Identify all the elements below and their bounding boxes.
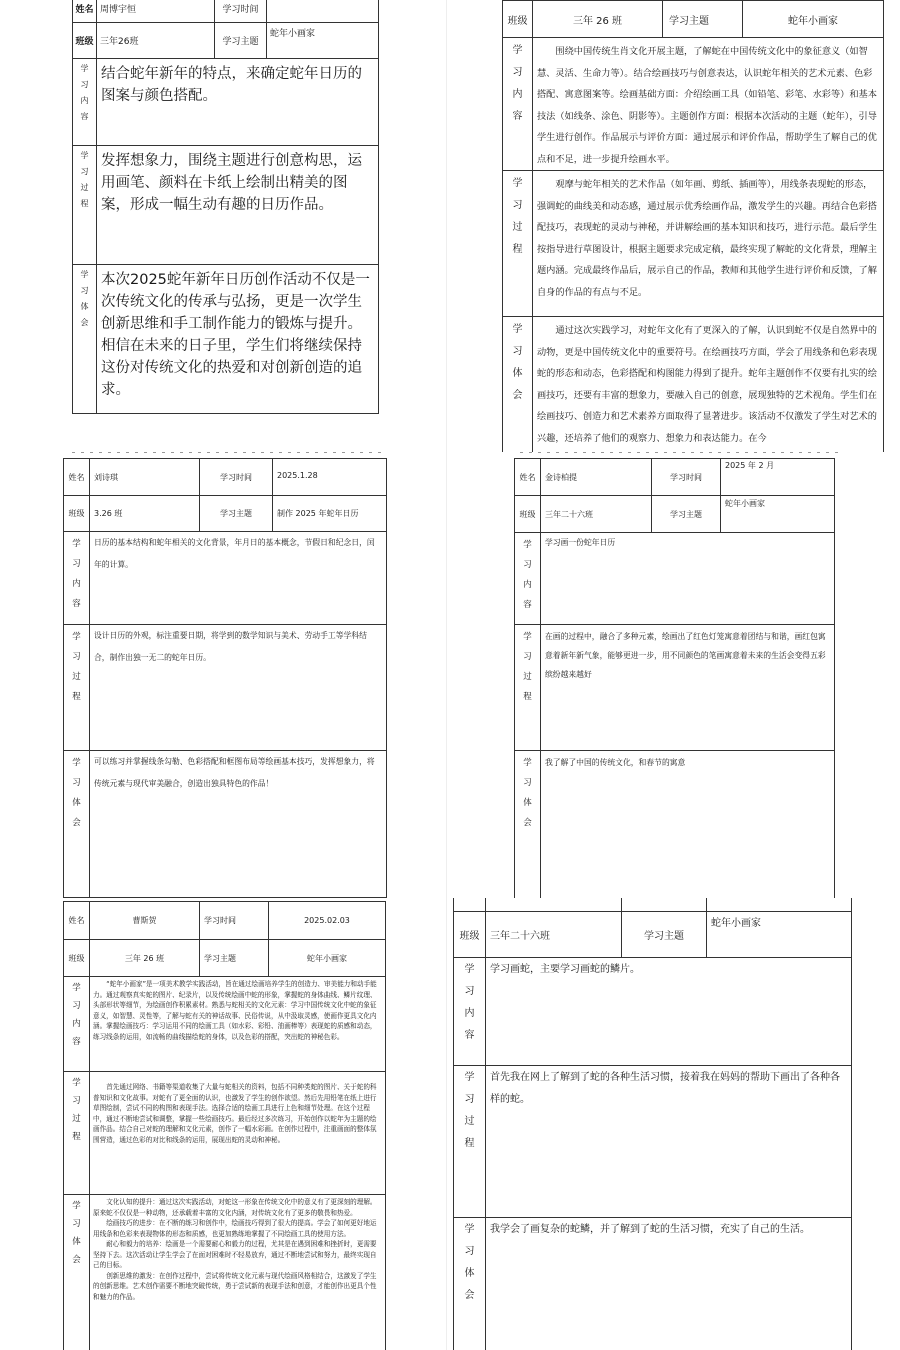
reflection-text: 我了解了中国的传统文化，和春节的寓意 [541, 751, 835, 901]
worksheet-table [502, 0, 884, 452]
theme-label: 学习主题 [663, 1, 743, 38]
class-label: 班级 [503, 1, 533, 38]
process-label: 学 习 过 程 [64, 1072, 90, 1195]
worksheet-panel-3 [0, 456, 445, 898]
content-text: 日历的基本结构和蛇年相关的文化背景，年月日的基本概念，节假日和纪念日，闰年的计算。 [90, 532, 387, 625]
process-text: 观摩与蛇年相关的艺术作品（如年画、剪纸、插画等），用线条表现蛇的形态，强调蛇的曲线美和动态感，通过展示优秀绘画作品，激发学生的兴趣。再结合色彩搭配技巧，表现蛇的灵动与神秘，并讲解绘画的基本知识和技巧，进行示范。最后学生按指导进行草图设计，根据主题要求完成定稿，最终实现了解蛇的文化背景，理解主题内涵。完成最终作品后，展示自己的作品，教师和其他学生进行评价和反馈，了解自身的作品的有点与不足。 [533, 171, 884, 317]
reflection-text: 本次2025蛇年新年日历创作活动不仅是一次传统文化的传承与弘扬，更是一次学生创新思维和手工制作能力的锻炼与提升。相信在未来的日子里，学生们将继续保持这份对传统文化的热爱和对创新创造的追求。 [97, 265, 379, 414]
name-value: 金诗柏提 [541, 459, 652, 496]
class-value: 三年二十六班 [486, 911, 622, 957]
panel-divider [446, 0, 447, 1350]
name-value: 周博宇恒 [97, 0, 215, 23]
process-text: 在画的过程中，融合了多种元素，绘画出了红色灯笼寓意着团结与和谐，画红包寓意着新年新气象，能够更进一步，用不同颜色的笔画寓意着未来的生活会变得五彩缤纷越来越好 [541, 625, 835, 751]
class-value: 三年 26 班 [90, 940, 200, 977]
content-text: 学习画蛇，主要学习画蛇的鳞片。 [486, 957, 852, 1065]
reflection-label: 学 习 体 会 [64, 1195, 90, 1350]
class-label: 班级 [64, 496, 90, 532]
worksheet-panel-6 [450, 898, 900, 1350]
reflection-paragraph: 文化认知的提升：通过这次实践活动，对蛇这一形象在传统文化中的意义有了更深刻的理解。原来蛇不仅仅是一种动物，还承载着丰富的文化内涵，对传统文化有了更多的敬畏和热爱。 [93, 1198, 377, 1217]
theme-value: 制作 2025 年蛇年日历 [273, 496, 387, 532]
reflection-text: 通过这次实践学习，对蛇年文化有了更深入的了解，认识到蛇不仅是自然界中的动物，更是中国传统文化中的重要符号。在绘画技巧方面，学会了用线条和色彩表现蛇的形态和动态，色彩搭配和构图能力得到了提升。蛇年主题创作不仅要有扎实的绘画技巧，还要有丰富的想象力，要融入自己的创意，展现独特的艺术视角。学生们在绘画技巧、创造力和艺术素养方面取得了显著进步。该活动不仅激发了学生对艺术的兴趣，还培养了他们的观察力、想象力和表达能力。在今 [533, 317, 884, 453]
process-text: 设计日历的外观，标注重要日期，将学到的数学知识与美术、劳动手工等学科结合，制作出独一无二的蛇年日历。 [90, 625, 387, 751]
time-label: 学习时间 [200, 902, 269, 940]
worksheet-panel-5 [0, 898, 445, 1350]
process-label: 学 习 过 程 [64, 625, 90, 751]
content-text: 围绕中国传统生肖文化开展主题，了解蛇在中国传统文化中的象征意义（如智慧、灵活、生命力等）。结合绘画技巧与创意表达，认识蛇年相关的艺术元素、色彩搭配、寓意图案等。绘画基础方面：介绍绘画工具（如铅笔、彩笔、水彩等）和基本技法（如线条、涂色、阴影等）。主题创作方面：根据本次活动的主题（蛇年），引导学生进行创作。作品展示与评价方面：通过展示和评价作品，帮助学生了解自己的优点和不足，进一步提升绘画水平。 [533, 38, 884, 171]
worksheet-table [63, 901, 386, 1350]
content-label: 学 习 内 容 [64, 532, 90, 625]
reflection-label: 学 习 体 会 [454, 1217, 486, 1350]
content-label: 学 习 内 容 [73, 59, 97, 146]
reflection-text: 可以练习并掌握线条勾勒、色彩搭配和框图布局等绘画基本技巧，发挥想象力，将传统元素与现代审美融合，创造出独具特色的作品！ [90, 751, 387, 898]
worksheet-table [514, 458, 835, 901]
content-label: 学 习 内 容 [454, 957, 486, 1065]
time-value [267, 0, 379, 23]
reflection-label: 学 习 体 会 [503, 317, 533, 453]
content-text: 学习画一份蛇年日历 [541, 533, 835, 625]
class-label: 班级 [73, 23, 97, 59]
time-value: 2025.02.03 [269, 902, 386, 940]
content-label: 学 习 内 容 [515, 533, 541, 625]
worksheet-panel-1 [0, 0, 445, 450]
name-value: 曹斯贺 [90, 902, 200, 940]
page-edge [520, 452, 840, 453]
class-label: 班级 [64, 940, 90, 977]
reflection-text: 我学会了画复杂的蛇鳞，并了解到了蛇的生活习惯，充实了自己的生活。 [486, 1217, 852, 1350]
theme-label: 学习主题 [622, 911, 707, 957]
name-label: 姓名 [64, 459, 90, 496]
class-label: 班级 [454, 911, 486, 957]
theme-value: 蛇年小画家 [707, 911, 852, 957]
theme-value: 蛇年小画家 [269, 940, 386, 977]
content-text: 结合蛇年新年的特点，来确定蛇年日历的图案与颜色搭配。 [97, 59, 379, 146]
theme-label: 学习主题 [215, 23, 267, 59]
theme-label: 学习主题 [200, 940, 269, 977]
theme-label: 学习主题 [200, 496, 273, 532]
theme-value: 蛇年小画家 [267, 23, 379, 59]
name-value: 刘诗琪 [90, 459, 200, 496]
worksheet-panel-4 [450, 456, 900, 901]
class-label: 班级 [515, 496, 541, 533]
page-edge [72, 452, 382, 453]
reflection-label: 学 习 体 会 [515, 751, 541, 901]
reflection-text [90, 1195, 386, 1350]
worksheet-table [453, 898, 852, 1350]
reflection-paragraph: 绘画技巧的进步：在不断的练习和创作中，绘画技巧得到了很大的提高。学会了如何更好地运用线条和色彩来表现物体的形态和质感，也更加熟练地掌握了不同绘画工具的使用方法。 [93, 1219, 377, 1238]
theme-value: 蛇年小画家 [721, 496, 835, 533]
theme-label: 学习主题 [652, 496, 721, 533]
reflection-paragraph: 耐心和毅力的培养：绘画是一个需要耐心和毅力的过程，尤其是在遇到困难和挫折时，更需要坚持下去。这次活动让学生学会了在面对困难时不轻易放弃，通过不断地尝试和努力，最终实现自己的目标。 [93, 1240, 377, 1269]
name-label: 姓名 [73, 0, 97, 23]
process-label: 学 习 过 程 [454, 1065, 486, 1217]
class-value: 三年二十六班 [541, 496, 652, 533]
time-value: 2025.1.28 [273, 459, 387, 496]
name-label: 姓名 [515, 459, 541, 496]
time-label: 学习时间 [200, 459, 273, 496]
reflection-paragraph: 创新思维的激发：在创作过程中，尝试将传统文化元素与现代绘画风格相结合，这激发了学生的创新思维。艺术创作需要不断地突破传统，勇于尝试新的表现手法和创意，才能创作出更具个性和魅力的作品。 [93, 1271, 377, 1301]
content-label: 学 习 内 容 [503, 38, 533, 171]
reflection-label: 学 习 体 会 [73, 265, 97, 414]
process-text: 首先我在网上了解到了蛇的各种生活习惯，接着我在妈妈的帮助下画出了各种各样的蛇。 [486, 1065, 852, 1217]
worksheet-table [63, 458, 387, 898]
process-label: 学 习 过 程 [73, 146, 97, 265]
process-text: 发挥想象力，围绕主题进行创意构思，运用画笔、颜料在卡纸上绘制出精美的图案，形成一幅生动有趣的日历作品。 [97, 146, 379, 265]
theme-value: 蛇年小画家 [743, 1, 884, 38]
process-label: 学 习 过 程 [515, 625, 541, 751]
class-value: 3.26 班 [90, 496, 200, 532]
time-value: 2025 年 2 月 [721, 459, 835, 496]
process-text: 首先通过网络、书籍等渠道收集了大量与蛇相关的资料，包括不同种类蛇的图片、关于蛇的科普知识和文化故事。对蛇有了更全面的认识，也激发了学生的创作欲望。然后先用铅笔在纸上进行草图绘制，尝试不同的构图和表现手法。选择合适的绘画工具进行上色和细节处理。在这个过程中，通过不断地尝试和调整，掌握一些绘画技巧。最后经过多次练习，开始创作以蛇年为主题的绘画作品。结合自己对蛇的理解和文化元素，创作了一幅水彩画。在创作过程中，注重画面的整体氛围营造，通过色彩的对比和线条的运用，展现出蛇的灵动和神秘。 [90, 1072, 386, 1195]
content-text: “蛇年小画家”是一项美术教学实践活动，旨在通过绘画培养学生的创造力、审美能力和动手能力。通过观察真实蛇的图片、纪录片，以及传统绘画中蛇的形象，掌握蛇的身体曲线、鳞片纹理、头部形状等细节，为绘画创作积累素材。熟悉与蛇相关的文化元素：学习中国传统文化中蛇的象征意义，如智慧、灵性等，了解与蛇有关的神话故事、民俗传说，从中汲取灵感，使画作更具文化内涵。掌握绘画技巧：学习运用不同的绘画工具（如水彩、彩铅、油画棒等）表现蛇的质感和动态，练习线条的运用，如流畅的曲线描绘蛇的身体，以及色彩的搭配，突出蛇的神秘色彩。 [90, 977, 386, 1072]
content-label: 学 习 内 容 [64, 977, 90, 1072]
worksheet-table [72, 0, 379, 414]
reflection-label: 学 习 体 会 [64, 751, 90, 898]
name-label: 姓名 [64, 902, 90, 940]
worksheet-panel-2 [450, 0, 900, 452]
time-label: 学习时间 [215, 0, 267, 23]
process-label: 学 习 过 程 [503, 171, 533, 317]
class-value: 三年26班 [97, 23, 215, 59]
class-value: 三年 26 班 [533, 1, 663, 38]
time-label: 学习时间 [652, 459, 721, 496]
